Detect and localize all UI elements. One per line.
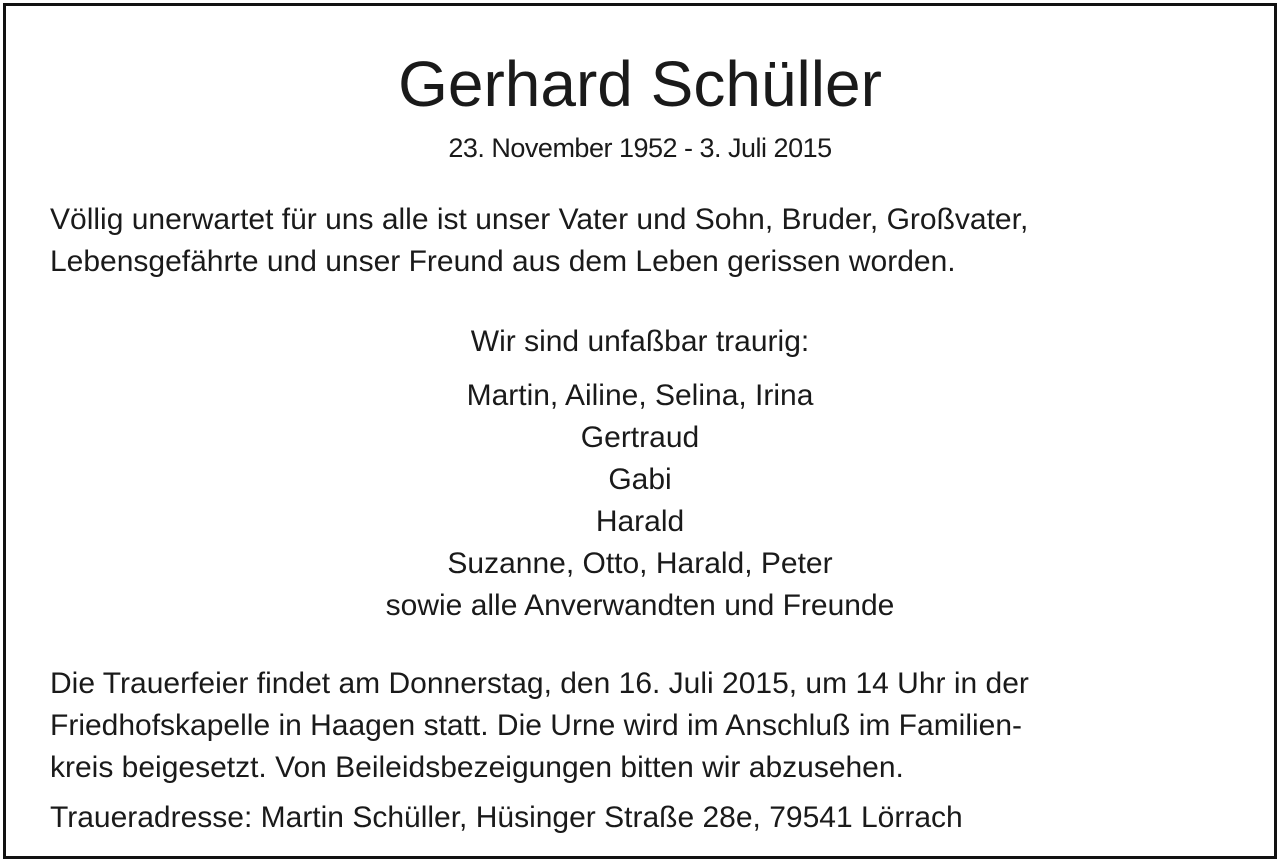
mourner-line-3: Gabi (608, 463, 672, 496)
service-line-1: Die Trauerfeier findet am Donnerstag, den 16. Juli 2015, um 14 Uhr in der (50, 667, 1029, 700)
mourning-address: Traueradresse: Martin Schüller, Hüsinger Straße 28e, 79541 Lörrach (50, 801, 963, 834)
mourner-line-5: Suzanne, Otto, Harald, Peter (447, 547, 833, 580)
intro-line-2: Lebensgefährte und unser Freund aus dem Leben gerissen worden. (50, 245, 956, 278)
mourner-line-1: Martin, Ailine, Selina, Irina (466, 379, 814, 412)
life-dates: 23. November 1952 - 3. Juli 2015 (448, 133, 832, 163)
service-line-2: Friedhofskapelle in Haagen statt. Die Urne wird im Anschluß im Familien- (50, 709, 1023, 742)
obituary-notice (3, 3, 1277, 859)
deceased-name: Gerhard Schüller (398, 48, 882, 120)
mourner-line-4: Harald (595, 505, 685, 538)
service-line-3: kreis beigesetzt. Von Beileidsbezeigungen bitten wir abzusehen. (50, 751, 904, 784)
mourning-phrase: Wir sind unfaßbar traurig: (470, 325, 810, 358)
mourner-line-6: sowie alle Anverwandten und Freunde (385, 589, 895, 622)
intro-line-1: Völlig unerwartet für uns alle ist unser Vater und Sohn, Bruder, Großvater, (50, 203, 1029, 236)
mourner-line-2: Gertraud (580, 421, 700, 454)
